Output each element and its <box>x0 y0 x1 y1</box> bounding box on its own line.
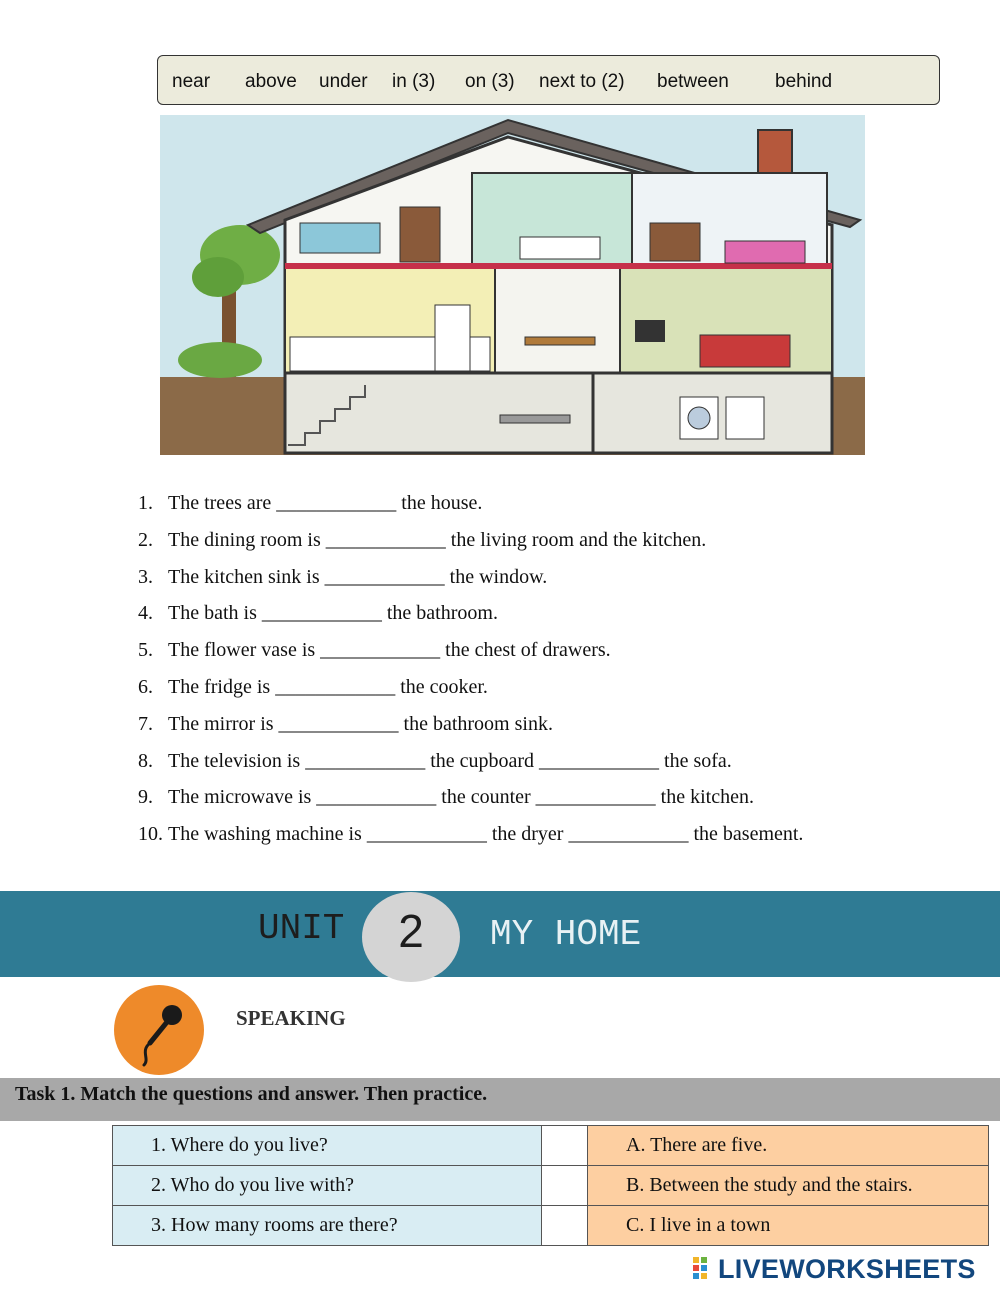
chest-of-drawers-icon <box>650 223 700 261</box>
word-bank-item: above <box>245 71 297 92</box>
answer-input-cell[interactable] <box>542 1166 588 1206</box>
liveworksheets-logo-icon <box>692 1255 716 1281</box>
table-row <box>113 1166 989 1206</box>
answer-cell: C. I live in a town <box>588 1206 989 1246</box>
sentence-item: 6. The fridge is ____________ the cooker. <box>138 675 488 698</box>
word-bank-item: behind <box>775 71 833 92</box>
sentence-item: 7. The mirror is ____________ the bathroom sink. <box>138 712 553 735</box>
bathtub-icon <box>520 237 600 259</box>
question-cell: 1. Where do you live? <box>113 1126 542 1166</box>
table-row <box>113 1206 989 1246</box>
word-bank-item: between <box>657 71 729 92</box>
dryer-icon <box>726 397 764 439</box>
fridge-icon <box>435 305 470 371</box>
fill-in-sentences <box>138 485 803 853</box>
house-cross-section-illustration <box>160 115 865 455</box>
sentence-item: 4. The bath is ____________ the bathroom. <box>138 602 498 625</box>
task-title: Task 1. Match the questions and answer. Then practice. <box>15 1083 488 1105</box>
washing-machine-icon <box>680 397 718 439</box>
desk-icon <box>500 415 570 423</box>
sentence-item: 1. The trees are ____________ the house. <box>138 492 483 514</box>
answer-cell: A. There are five. <box>588 1126 989 1166</box>
sentence-item: 5. The flower vase is ____________ the chest of drawers. <box>138 639 611 662</box>
dining-table-icon <box>525 337 595 345</box>
pink-bed-icon <box>725 241 805 263</box>
wardrobe-icon <box>400 207 440 262</box>
word-bank-item: under <box>319 71 368 92</box>
unit-title: MY HOME <box>490 914 642 955</box>
section-heading: SPEAKING <box>236 1006 346 1030</box>
matching-table <box>112 1125 989 1246</box>
microphone-icon <box>114 985 204 1075</box>
question-cell: 2. Who do you live with? <box>113 1166 542 1206</box>
question-cell: 3. How many rooms are there? <box>113 1206 542 1246</box>
sentence-item: 9. The microwave is ____________ the counter ____________ the kitchen. <box>138 786 754 809</box>
word-bank <box>157 55 940 105</box>
sentence-item: 10. The washing machine is ____________ the dryer ____________ the basement. <box>138 823 804 846</box>
answer-cell: B. Between the study and the stairs. <box>588 1166 989 1206</box>
answer-input-cell[interactable] <box>542 1206 588 1246</box>
bed-icon <box>300 223 380 253</box>
sentence-item: 8. The television is ____________ the cupboard ____________ the sofa. <box>138 749 732 772</box>
sentence-item: 3. The kitchen sink is ____________ the window. <box>138 565 548 588</box>
table-row <box>113 1126 989 1166</box>
television-icon <box>635 320 665 342</box>
answer-input-cell[interactable] <box>542 1126 588 1166</box>
word-bank-item: near <box>172 71 211 92</box>
brand-name: LIVEWORKSHEETS <box>718 1254 976 1284</box>
unit-label: UNIT <box>258 908 345 949</box>
sentence-item: 2. The dining room is ____________ the living room and the kitchen. <box>138 528 707 551</box>
sofa-icon <box>700 335 790 367</box>
word-bank-item: in (3) <box>392 71 436 92</box>
unit-number: 2 <box>398 905 424 957</box>
word-bank-item: on (3) <box>465 71 515 92</box>
word-bank-item: next to (2) <box>539 71 625 92</box>
